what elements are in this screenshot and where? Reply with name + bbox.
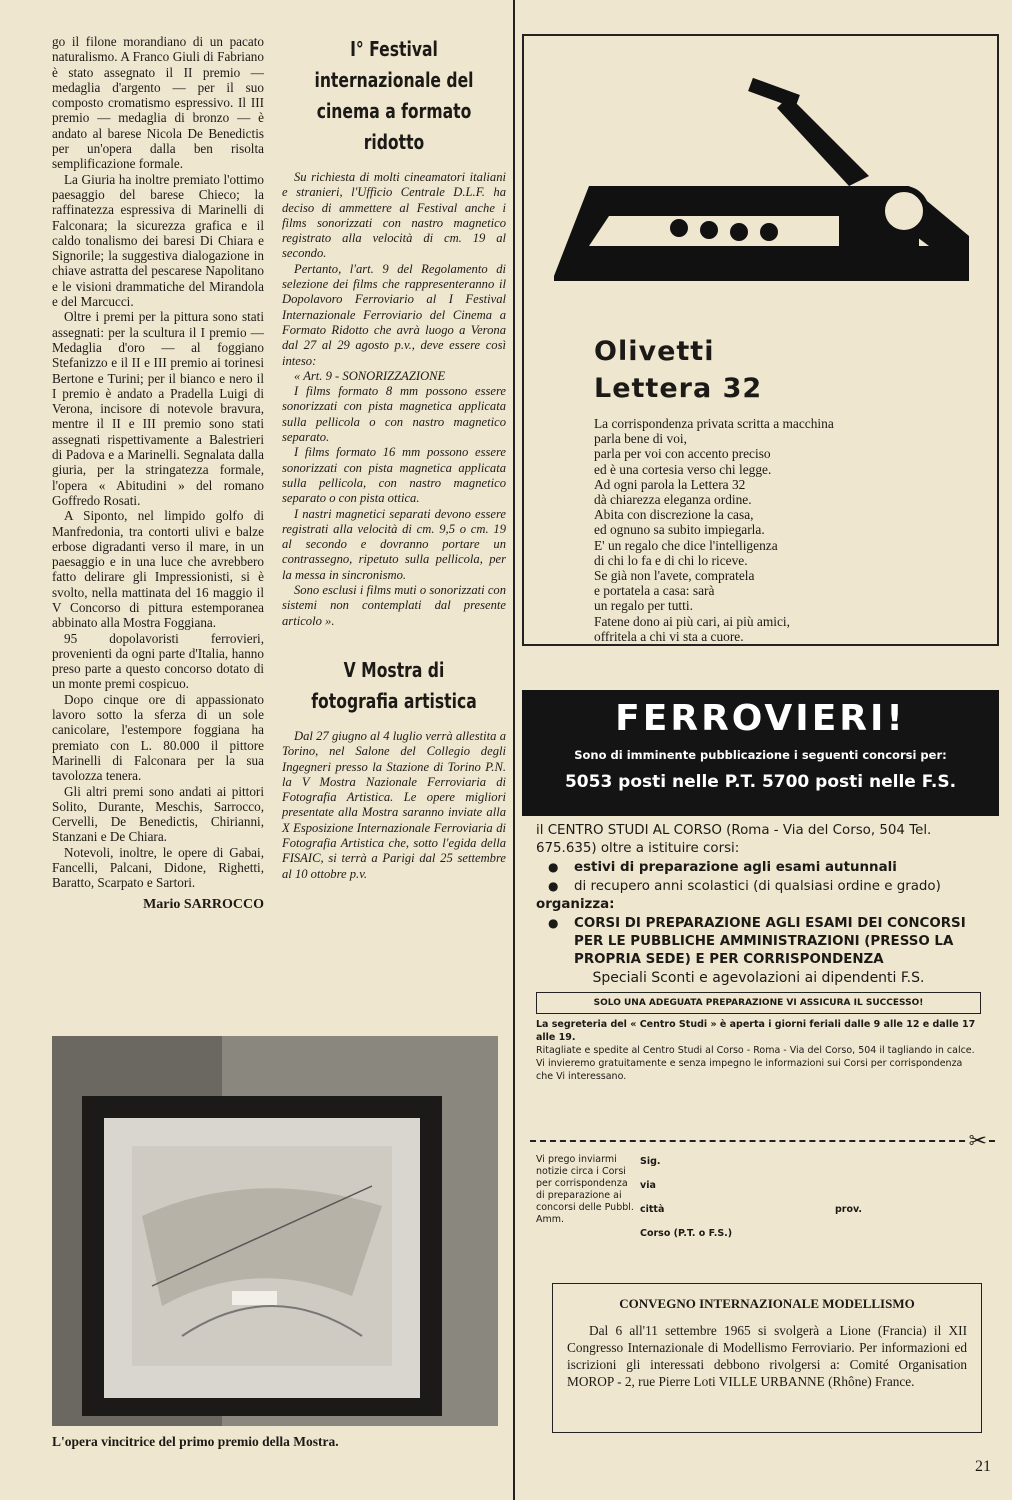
poem-line: ed ognuno sa subito impiegarla. (594, 522, 765, 538)
ferrovieri-ad (522, 690, 999, 1265)
poem-line: di chi lo fa e di chi lo riceve. (594, 552, 748, 568)
poem-line: un regalo per tutti. (594, 598, 693, 614)
coupon[interactable] (530, 1128, 995, 1264)
paragraph: Notevoli, inoltre, le opere di Gabai, Fancelli, Palcani, Didone, Righetti, Baratto, Scarpato e Sartori. (52, 844, 264, 891)
paragraph: Dal 27 giugno al 4 luglio verrà allestita a Torino, nel Salone del Collegio degli Ingegneri presso la Stazione di Torino P.N. la V Mostra Nazionale Ferroviaria di Fotografia Artistica. Le opere migliori presentate alla Mostra saranno inviate alla X Esposizione Internazionale Ferroviaria di Fotografia Artistica che, sotto l'egida della FISAIC, si terrà a Parigi dal 25 settembre al 10 ottobre p.v. (282, 728, 506, 881)
page-number: 21 (975, 1458, 991, 1475)
poem-line: offritela a chi vi sta a cuore. (594, 628, 744, 644)
paragraph: Pertanto, l'art. 9 del Regolamento di selezione dei films che rappresenteranno il Dopolavoro Ferroviario al I Festival Internazionale Ferroviario del Cinema a Formato Ridotto che avrà luogo a Verona dal 27 al 29 agosto p.v., deve essere così inteso: (282, 261, 506, 368)
poem-line: Ad ogni parola la Lettera 32 (594, 476, 746, 492)
course-item: ● estivi di preparazione agli esami autunnali (536, 858, 981, 877)
notice-title: CONVEGNO INTERNAZIONALE MODELLISMO (619, 1296, 915, 1311)
festival-article (282, 34, 506, 882)
ad-subtitle: Sono di imminente pubblicazione i seguenti concorsi per: (574, 748, 947, 762)
poem-line: parla bene di voi, (594, 431, 687, 447)
ad-brand: Olivetti (594, 336, 715, 367)
paragraph: « Art. 9 - SONORIZZAZIONE (294, 368, 446, 383)
framed-painting-image (52, 1036, 498, 1426)
ad-hours: La segreteria del « Centro Studi » è aperta i giorni feriali dalle 9 alle 12 e dalle 17 alle 19. (536, 1019, 976, 1043)
organizza-item: ● CORSI DI PREPARAZIONE AGLI ESAMI DEI CONCORSI PER LE PUBBLICHE AMMINISTRAZIONI (PRESSO LA PROPRIA SEDE) E PER CORRISPONDENZA (536, 914, 981, 969)
olivetti-ad (522, 34, 999, 646)
paragraph: Sono esclusi i films muti o sonorizzati con sistemi non contemplati dal presente articolo ». (282, 583, 506, 628)
poem-line: dà chiarezza eleganza ordine. (594, 492, 752, 508)
photo-caption: L'opera vincitrice del primo premio della Mostra. (52, 1434, 339, 1449)
modellismo-notice (552, 1283, 982, 1433)
poem-line: ed è una cortesia verso chi legge. (594, 461, 772, 477)
typewriter-icon (549, 66, 979, 296)
organizza-label: organizza: (536, 897, 615, 912)
paragraph: I nastri magnetici separati devono essere registrati alla velocità di cm. 9,5 o cm. 19 al secondo e dovranno portare un contrassegno, ripetuto sulla pellicola, per la messa in sincronismo. (282, 506, 506, 582)
poem-line: parla per voi con accento preciso (594, 446, 771, 462)
coupon-field-citta[interactable]: città (640, 1204, 665, 1215)
ad-poem (594, 416, 974, 644)
poem-line: Fatene dono ai più cari, ai più amici, (594, 613, 790, 629)
paragraph: go il filone morandiano di un pacato naturalismo. A Franco Giuli di Fabriano è stato assegnato il II premio — medaglia d'argento — per il suo composto cromatismo espressivo. Il III premio — medaglia di bronzo — è andato al barese Nicola De Benedictis per un'opera dalla ben risolta semplificazione formale. (52, 34, 264, 172)
coupon-text: Vi prego inviarmi notizie circa i Corsi per corrispondenza di preparazione ai concorsi delle Pubbl. Amm. (536, 1154, 634, 1225)
column-divider (513, 0, 515, 1500)
author-signature: Mario SARROCCO (143, 896, 264, 912)
poem-line: Se già non l'avete, compratela (594, 568, 755, 584)
coupon-field-sig[interactable]: Sig. (640, 1156, 661, 1167)
coupon-field-via[interactable]: via (640, 1180, 656, 1191)
paragraph: Dopo cinque ore di appassionato lavoro sotto la sferza di un sole canicolare, l'estempore foggiana ha premiato con L. 80.000 il pittore Marinelli di Falconara per la sua tavolozza tenera. (52, 691, 264, 784)
ad-slogan: SOLO UNA ADEGUATA PREPARAZIONE VI ASSICURA IL SUCCESSO! (536, 992, 981, 1014)
coupon-field-corso[interactable]: Corso (P.T. o F.S.) (640, 1228, 733, 1239)
ad-title: FERROVIERI! (615, 698, 906, 739)
notice-text: Dal 6 all'11 settembre 1965 si svolgerà a Lione (Francia) il XII Congresso Internazionale di Modellismo Ferroviario. Per informazioni ed iscrizioni gli interessati debbono rivolgersi a: Comité Organisation MOROP - 2, rue Pierre Loti VILLE URBANNE (Rhône) France. (567, 1323, 967, 1389)
paragraph: I films formato 16 mm possono essere sonorizzati con pista magnetica applicata sulla pellicola, con nastro magnetico separato o con pista ottica. (282, 445, 506, 506)
course-item: ● di recupero anni scolastici (di qualsiasi ordine e grado) (536, 877, 981, 896)
poem-line: Abita con discrezione la casa, (594, 507, 754, 523)
paragraph: Oltre i premi per la pittura sono stati assegnati: per la scultura il I premio — Medaglia d'oro — al foggiano Stefanizzo e il II e III premio ai torinesi Bertone e Turini; per il bianco e nero il I premio è andato a Pradella Luigi di Verona, incisore di notevole bravura, mentre il II e III premio sono stati assegnati rispettivamente a Balestrieri di Padova e a Marinelli. Segnalata dalla giuria, per la stringatezza formale, l'opera « Abitudini » del romano Goffredo Rosati. (52, 309, 264, 508)
paragraph: Gli altri premi sono andati ai pittori Solito, Durante, Meschis, Sarrocco, Cervelli, De Benedictis, Chirianni, Stanzani e De Chiara. (52, 783, 264, 845)
paragraph: 95 dopolavoristi ferrovieri, provenienti da ogni parte d'Italia, hanno preso parte a questo concorso dotato di un monte premi cospicuo. (52, 630, 264, 692)
paragraph: La Giuria ha inoltre premiato l'ottimo paesaggio del barese Chieco; la raffinatezza espressiva di Marinelli di Falconara; la sicurezza grafica e il caldo tonalismo dei baresi Di Chiara e Signorile; la suggestiva dialogazione in chiave astratta del pescarese Napolitano e le visioni drammatiche del Mirandola e del Marcucci. (52, 171, 264, 310)
ad-posts: 5053 posti nelle P.T. 5700 posti nelle F.S. (564, 772, 957, 792)
ad-intro: il CENTRO STUDI AL CORSO (Roma - Via del Corso, 504 Tel. 675.635) oltre a istituire corsi: (536, 823, 932, 856)
paragraph: Su richiesta di molti cineamatori italiani e stranieri, l'Ufficio Centrale D.L.F. ha deciso di ammettere al Festival anche i films sonorizzati con nastro magnetico registrato alla velocità di cm. 19 al secondo. (282, 170, 506, 261)
ad-instructions: Ritagliate e spedite al Centro Studi al Corso - Roma - Via del Corso, 504 il tagliando in calce. Vi invieremo gratuitamente e senza impegno le informazioni sui Corsi per corrispondenza che Vi interessano. (536, 1045, 975, 1082)
paragraph: I films formato 8 mm possono essere sonorizzati con pista magnetica applicata sulla pellicola o con nastro magnetico separato. (282, 384, 506, 445)
ad-discounts: Speciali Sconti e agevolazioni ai dipendenti F.S. (592, 970, 925, 986)
poem-line: E' un regalo che dice l'intelligenza (594, 537, 778, 553)
article-title: I° Festival internazionale del cinema a formato ridotto (314, 37, 474, 154)
left-article (52, 34, 264, 912)
paragraph: A Siponto, nel limpido golfo di Manfredonia, tra contorti ulivi e balze erbose digradanti verso il mare, in un paesaggio e in una luce che avrebbero fatto delirare gli Impressionisti, si è svolto, nella mattinata del 16 maggio il V Concorso di pittura estemporanea abbinato alla Mostra Foggiana. (52, 508, 264, 631)
ad-model: Lettera 32 (594, 373, 763, 404)
poem-line: e portatela a casa: sarà (594, 583, 715, 599)
scissors-icon: ✂ (968, 1128, 987, 1153)
coupon-field-prov[interactable]: prov. (835, 1204, 863, 1215)
ad-header (522, 690, 999, 816)
article-title: V Mostra di fotografia artistica (311, 657, 477, 713)
artwork-photo (52, 1036, 498, 1426)
ad-body (522, 816, 999, 1083)
poem-line: La corrispondenza privata scritta a macchina (594, 416, 834, 431)
